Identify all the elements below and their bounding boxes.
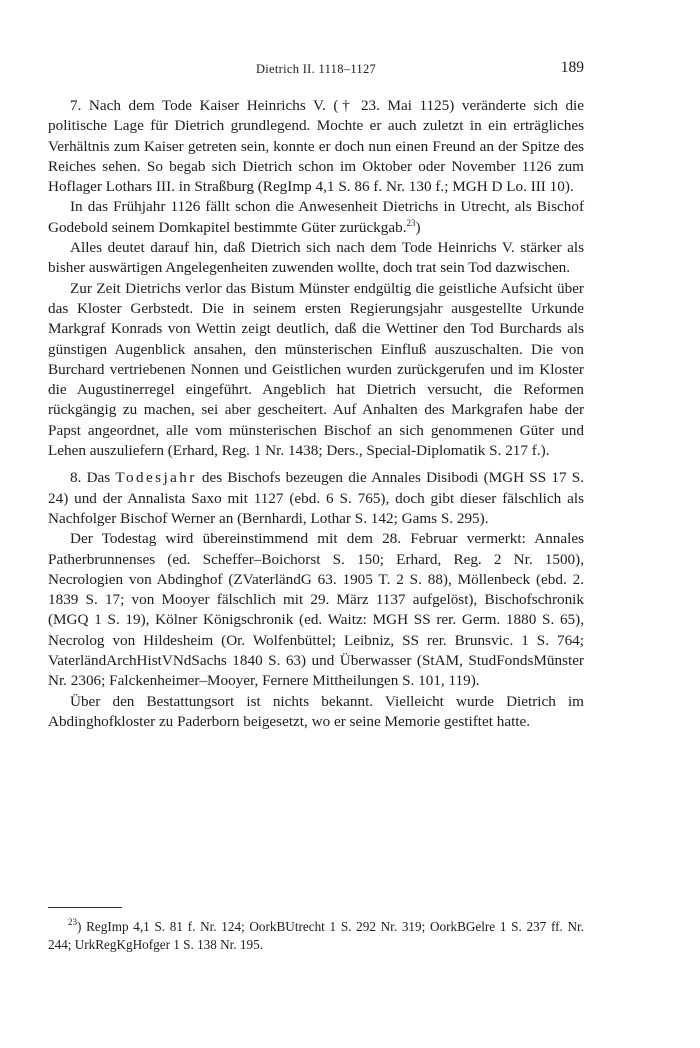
main-text — [48, 96, 584, 732]
spaced-term: Todesjahr — [115, 469, 197, 487]
page-number: 189 — [560, 59, 584, 76]
paragraph-gerbstedt: Zur Zeit Dietrichs verlor das Bistum Münster endgültig die geistliche Aufsicht über das Kloster Gerbstedt. Die in seinem ersten Regierungsjahr ausgestellte Urkunde Markgraf Konrads von Wettin zeigt deutlich, daß die Wettiner den Tod Burchards als günstigen Augenblick ansahen, den münsterischen Einfluß auszuschalten. Die von Burchard vertriebenen Nonnen und Geistlichen wurden zurückgerufen und im Kloster die Augustinerregel eingeführt. Angeblich hat Dietrich versucht, die Reformen rückgängig zu machen, sei aber gescheitert. Auf Anhalten des Markgrafen habe der Papst angeordnet, alle vom münsterischen Bischof an sich genommenen Güter und Lehen auszuliefern (Erhard, Reg. 1 Nr. 1438; Ders., Special-Diplomatik S. 217 f.). — [48, 279, 584, 460]
paragraph-lead: 8. Das — [70, 469, 116, 487]
paragraph-section-7: 7. Nach dem Tode Kaiser Heinrichs V. († 23. Mai 1125) veränderte sich die politische Lage für Dietrich grundlegend. Mochte er auch zuletzt in ein erträgliches Verhältnis zum Kaiser getreten sein, konnte er doch nun einen Freund an der Spitze des Reiches sehen. So begab sich Dietrich schon im Oktober oder November 1126 zum Hoflager Lothars III. in Straßburg (RegImp 4,1 S. 86 f. Nr. 130 f.; MGH D Lo. III 10). — [48, 97, 584, 196]
running-head: Dietrich II. 1118–1127 — [255, 62, 377, 76]
paragraph-section-8 — [48, 468, 584, 529]
book-page — [48, 0, 584, 1048]
footnote-divider — [48, 907, 122, 908]
paragraph-text: In das Frühjahr 1126 fällt schon die Anwesenheit Dietrichs in Utrecht, als Bischof Godebold seinem Domkapitel bestimmte Güter zurückgab. — [48, 198, 584, 236]
paragraph-todestag: Der Todestag wird übereinstimmend mit dem 28. Februar vermerkt: Annales Patherbrunnenses (ed. Scheffer–Boichorst S. 150; Erhard, Reg. 2 Nr. 1500), Necrologien von Abdinghof (ZVaterländG 63. 1905 T. 2 S. 88), Möllenbeck (ebd. 2. 1839 S. 17; von Mooyer fälschlich mit 29. März 1137 aufgelöst), Bischofschronik (MGQ 1 S. 19), Kölner Königschronik (ed. Waitz: MGH SS rer. Germ. 1880 S. 65), Necrolog von Hildesheim (Or. Wolfenbüttel; Leibniz, SS rer. Brunsvic. 1 S. 764; VaterländArchHistVNdSachs 1840 S. 63) und Überwasser (StAM, StudFondsMünster Nr. 2306; Falckenheimer–Mooyer, Fernere Mittheilungen S. 101, 119). — [48, 530, 584, 690]
footnote-text: ) RegImp 4,1 S. 81 f. Nr. 124; OorkBUtrecht 1 S. 292 Nr. 319; OorkBGelre 1 S. 237 ff. Nr. 244; UrkRegKgHofger 1 S. 138 Nr. 195. — [48, 919, 584, 952]
footnote-marker: 23 — [68, 917, 77, 927]
paragraph-tod: Alles deutet darauf hin, daß Dietrich sich nach dem Tode Heinrichs V. stärker als bisher auswärtigen Angelegenheiten zuwenden wollte, doch trat sein Tod dazwischen. — [48, 239, 584, 277]
paragraph-text-close: ) — [415, 218, 421, 236]
paragraph-bestattung: Über den Bestattungsort ist nichts bekannt. Vielleicht wurde Dietrich im Abdinghofkloster zu Paderborn beigesetzt, wo er seine Memorie gestiftet hatte. — [48, 692, 584, 730]
paragraph-text: des Bischofs bezeugen die Annales Disibodi (MGH SS 17 S. 24) und der Annalista Saxo mit 1127 (ebd. 6 S. 765), doch gibt dieser fälschlich als Nachfolger Bischof Werner an (Bernhardi, Lothar S. 142; Gams S. 295). — [48, 469, 584, 527]
footnote-reference[interactable]: 23 — [406, 217, 416, 228]
footnote-23 — [48, 918, 584, 954]
page-header — [48, 59, 584, 84]
paragraph-utrecht — [48, 197, 584, 238]
